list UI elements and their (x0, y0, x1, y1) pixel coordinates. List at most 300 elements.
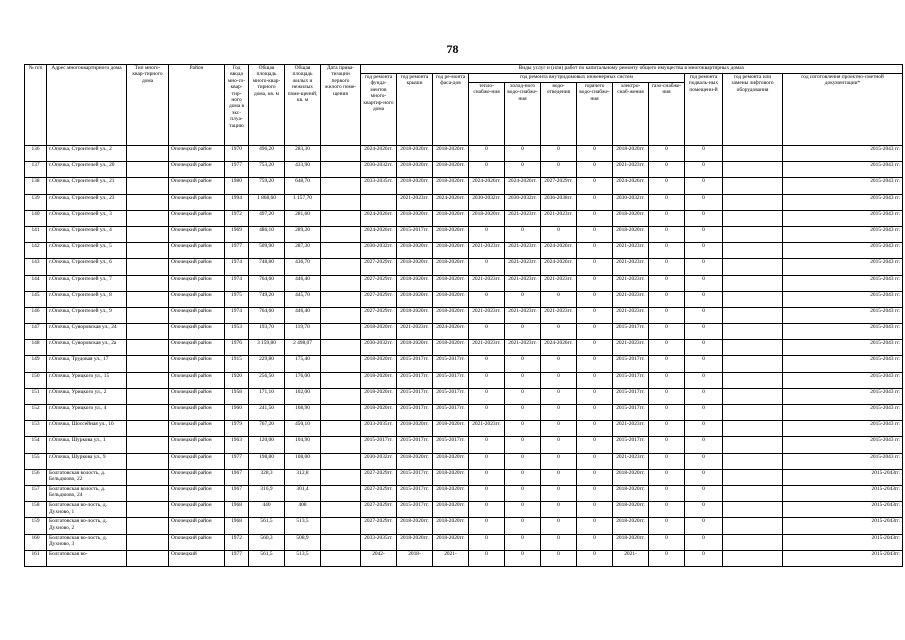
row-electricity: 2018-2020гг. (613, 518, 649, 534)
row-facade: 2015-2017гг. (433, 372, 469, 388)
header-type: Тип много-квар-тирного дома (127, 65, 169, 146)
row-year: 1979 (225, 421, 249, 437)
row-address: г.Опочка, Строителей ул., 21 (47, 178, 127, 194)
row-facade: 2018-2020гг. (433, 453, 469, 469)
row-roof: 2015-2017гг. (397, 356, 433, 372)
row-hot-water: 0 (577, 243, 613, 259)
row-drainage: 0 (541, 485, 577, 501)
row-heat: 0 (469, 162, 505, 178)
row-elevator (723, 550, 783, 566)
row-type (127, 307, 169, 323)
row-total-area: 764,60 (249, 307, 285, 323)
row-foundation: 2030-2032гг. (361, 453, 397, 469)
row-electricity: 2021-2023гг. (613, 340, 649, 356)
row-basement: 0 (685, 324, 723, 340)
row-drainage: 0 (541, 453, 577, 469)
row-basement: 0 (685, 210, 723, 226)
row-basement: 0 (685, 405, 723, 421)
row-roof: 2015-2017гг. (397, 485, 433, 501)
row-type (127, 372, 169, 388)
row-elevator (723, 502, 783, 518)
row-roof: 2015-2017гг. (397, 388, 433, 404)
row-total-area: 748,80 (249, 259, 285, 275)
row-year: 1968 (225, 502, 249, 518)
row-foundation: 2030-2032гг. (361, 243, 397, 259)
row-roof: 2018-2020гг. (397, 307, 433, 323)
row-living-area: 436,70 (285, 259, 321, 275)
table-row (25, 340, 903, 356)
row-gas: 0 (649, 324, 685, 340)
row-type (127, 550, 169, 566)
row-total-area: 3 159,80 (249, 340, 285, 356)
row-hot-water: 0 (577, 550, 613, 566)
row-drainage: 0 (541, 356, 577, 372)
row-drainage: 2021-2023гг. (541, 210, 577, 226)
row-heat: 0 (469, 291, 505, 307)
row-basement: 0 (685, 259, 723, 275)
row-project-docs: 2015-2043гг. (783, 485, 903, 501)
row-total-area: 496,20 (249, 146, 285, 162)
row-hot-water: 0 (577, 421, 613, 437)
row-district: Опочецкий район (169, 194, 225, 210)
row-privatization (321, 162, 361, 178)
row-hot-water: 0 (577, 146, 613, 162)
row-living-area: 175,40 (285, 356, 321, 372)
row-drainage: 2036-2038гг. (541, 194, 577, 210)
row-heat: 0 (469, 453, 505, 469)
row-address: Болгатовская во-лость, д. Духново, 3 (47, 534, 127, 550)
row-gas: 0 (649, 243, 685, 259)
row-cold-water: 0 (505, 421, 541, 437)
row-heat: 2021-2023гг. (469, 340, 505, 356)
row-foundation: 2018-2020гг. (361, 324, 397, 340)
header-internal-group: год ремонта внутридомовых инженерных систем (469, 74, 685, 83)
row-cold-water: 0 (505, 502, 541, 518)
row-hot-water: 0 (577, 291, 613, 307)
table-row (25, 259, 903, 275)
row-electricity: 2018-2020гг. (613, 502, 649, 518)
row-hot-water: 0 (577, 275, 613, 291)
row-year: 1994 (225, 194, 249, 210)
row-drainage: 0 (541, 437, 577, 453)
row-total-area: 256,50 (249, 372, 285, 388)
row-year: 1977 (225, 162, 249, 178)
header-elevator: год ремонта или замены лифтового оборудования (723, 74, 783, 146)
row-gas: 0 (649, 518, 685, 534)
table-row (25, 469, 903, 485)
row-roof: 2021-2023гг. (397, 194, 433, 210)
table-row (25, 453, 903, 469)
row-cold-water: 0 (505, 226, 541, 242)
row-foundation: 2015-2017гг. (361, 437, 397, 453)
table-row (25, 388, 903, 404)
row-heat: 0 (469, 550, 505, 566)
row-facade: 2018-2020гг. (433, 259, 469, 275)
row-living-area: 450,10 (285, 421, 321, 437)
row-foundation: 2030-2032гг. (361, 162, 397, 178)
row-drainage: 0 (541, 226, 577, 242)
row-hot-water: 0 (577, 469, 613, 485)
row-facade: 2018-2020гг. (433, 421, 469, 437)
row-facade: 2018-2020гг. (433, 340, 469, 356)
row-hot-water: 0 (577, 405, 613, 421)
table-row (25, 437, 903, 453)
row-district: Опочецкий район (169, 421, 225, 437)
header-electricity: электро-снаб-жения (613, 83, 649, 146)
row-year: 1977 (225, 550, 249, 566)
row-year: 1977 (225, 243, 249, 259)
row-heat: 0 (469, 485, 505, 501)
row-project-docs: 2015-2043 гг. (783, 226, 903, 242)
row-total-area: 497,20 (249, 210, 285, 226)
row-total-area: 193,70 (249, 324, 285, 340)
row-district: Опочецкий район (169, 372, 225, 388)
row-living-area: 1 157,70 (285, 194, 321, 210)
row-roof: 2018-2020гг. (397, 534, 433, 550)
row-district: Опочецкий район (169, 324, 225, 340)
row-cold-water: 0 (505, 291, 541, 307)
row-foundation: 2027-2029гг. (361, 275, 397, 291)
row-project-docs: 2015-2043 гг. (783, 437, 903, 453)
row-foundation: 2027-2029гг. (361, 291, 397, 307)
row-num: 142 (25, 243, 47, 259)
row-elevator (723, 453, 783, 469)
row-district: Опочецкий район (169, 534, 225, 550)
row-foundation: 2042- (361, 550, 397, 566)
row-project-docs: 2015-2043 гг. (783, 243, 903, 259)
row-type (127, 437, 169, 453)
row-project-docs: 2015-2043 гг. (783, 340, 903, 356)
row-elevator (723, 178, 783, 194)
row-elevator (723, 469, 783, 485)
row-living-area: 2 498,07 (285, 340, 321, 356)
row-gas: 0 (649, 194, 685, 210)
row-drainage: 0 (541, 534, 577, 550)
row-hot-water: 0 (577, 259, 613, 275)
row-address: г.Опочка, Суворовская ул., 2а (47, 340, 127, 356)
row-privatization (321, 485, 361, 501)
row-project-docs: 2015-2043 гг. (783, 356, 903, 372)
row-num: 148 (25, 340, 47, 356)
row-electricity: 2015-2017гг. (613, 405, 649, 421)
row-foundation: 2024-2026гг. (361, 146, 397, 162)
row-type (127, 356, 169, 372)
row-drainage: 0 (541, 518, 577, 534)
row-project-docs: 2015-2043 гг. (783, 324, 903, 340)
row-electricity: 2024-2026гг. (613, 178, 649, 194)
row-basement: 0 (685, 194, 723, 210)
row-address: г.Опочка, Строителей ул., 23 (47, 194, 127, 210)
row-num: 154 (25, 437, 47, 453)
row-electricity: 2015-2017гг. (613, 388, 649, 404)
row-cold-water: 2030-2032гг. (505, 194, 541, 210)
row-facade: 2018-2020гг. (433, 469, 469, 485)
row-district: Опочецкий район (169, 259, 225, 275)
row-elevator (723, 307, 783, 323)
row-project-docs: 2015-2043гг. (783, 518, 903, 534)
row-gas: 0 (649, 372, 685, 388)
row-total-area: 561,5 (249, 550, 285, 566)
header-year-built: Год ввода мно-го-квар-тир-ного дома в экс-плуа-тацию (225, 65, 249, 146)
header-drainage: водо-отведения (541, 83, 577, 146)
row-roof: 2015-2017гг. (397, 469, 433, 485)
row-basement: 0 (685, 162, 723, 178)
row-heat: 2021-2023гг. (469, 243, 505, 259)
row-cold-water: 0 (505, 356, 541, 372)
row-cold-water: 2021-2023гг. (505, 275, 541, 291)
row-year: 1969 (225, 226, 249, 242)
row-type (127, 453, 169, 469)
row-project-docs: 2015-2043 гг. (783, 194, 903, 210)
row-living-area: 408 (285, 502, 321, 518)
row-roof: 2018- (397, 550, 433, 566)
row-roof: 2018-2020гг. (397, 291, 433, 307)
header-works-group: Виды услуг и (или) работ по капитальному ремонту общего имущества в многоквартирных домах (361, 65, 903, 74)
row-num: 147 (25, 324, 47, 340)
row-electricity: 2021-2023гг. (613, 291, 649, 307)
row-electricity: 2021-2023гг. (613, 307, 649, 323)
row-total-area: 120,00 (249, 437, 285, 453)
row-total-area: 171,10 (249, 388, 285, 404)
row-district: Опочецкий район (169, 178, 225, 194)
row-heat: 0 (469, 146, 505, 162)
row-roof: 2018-2020гг. (397, 178, 433, 194)
header-living-area: Общая площадь жилых и нежилых поме-щений, кв. м (285, 65, 321, 146)
row-cold-water: 2021-2023гг. (505, 210, 541, 226)
row-gas: 0 (649, 275, 685, 291)
row-heat: 0 (469, 437, 505, 453)
row-total-area: 198,80 (249, 453, 285, 469)
row-num: 152 (25, 405, 47, 421)
row-living-area: 446,40 (285, 307, 321, 323)
row-district: Опочецкий район (169, 243, 225, 259)
row-roof: 2018-2020гг. (397, 259, 433, 275)
row-heat: 0 (469, 534, 505, 550)
row-privatization (321, 226, 361, 242)
row-basement: 0 (685, 372, 723, 388)
row-address: Болгатовская во- (47, 550, 127, 566)
row-num: 136 (25, 146, 47, 162)
row-type (127, 243, 169, 259)
row-total-area: 229,80 (249, 356, 285, 372)
row-gas: 0 (649, 356, 685, 372)
header-hot-water: горячего водо-снабже-ния (577, 83, 613, 146)
row-privatization (321, 356, 361, 372)
row-foundation: 2024-2026гг. (361, 226, 397, 242)
row-cold-water: 0 (505, 162, 541, 178)
row-total-area: 560,3 (249, 534, 285, 550)
row-electricity: 2018-2020гг. (613, 210, 649, 226)
row-facade: 2018-2020гг. (433, 502, 469, 518)
row-address: Болгатовская волость, д. Бельдюово, 24 (47, 485, 127, 501)
row-basement: 0 (685, 307, 723, 323)
row-total-area: 753,20 (249, 162, 285, 178)
row-project-docs: 2015-2043гг. (783, 550, 903, 566)
row-gas: 0 (649, 502, 685, 518)
row-electricity: 2015-2017гг. (613, 324, 649, 340)
table-row (25, 502, 903, 518)
row-gas: 0 (649, 307, 685, 323)
row-facade: 2018-2020гг. (433, 210, 469, 226)
row-living-area: 446,40 (285, 275, 321, 291)
row-gas: 0 (649, 421, 685, 437)
row-num: 146 (25, 307, 47, 323)
row-hot-water: 0 (577, 340, 613, 356)
row-facade: 2018-2020гг. (433, 162, 469, 178)
header-heat: тепло-снабже-ния (469, 83, 505, 146)
row-electricity: 2018-2020гг. (613, 146, 649, 162)
row-basement: 0 (685, 146, 723, 162)
row-district: Опочецкий район (169, 307, 225, 323)
row-heat: 0 (469, 388, 505, 404)
row-roof: 2018-2020гг. (397, 518, 433, 534)
row-num: 159 (25, 518, 47, 534)
row-cold-water: 0 (505, 469, 541, 485)
row-foundation: 2033-2035гг. (361, 178, 397, 194)
row-address: Болгатовская во-лость, д. Духново, 1 (47, 502, 127, 518)
row-facade: 2024-2026гг. (433, 324, 469, 340)
row-cold-water: 0 (505, 146, 541, 162)
row-num: 153 (25, 421, 47, 437)
row-basement: 0 (685, 469, 723, 485)
row-type (127, 405, 169, 421)
row-project-docs: 2015-2043 гг. (783, 405, 903, 421)
row-year: 1958 (225, 388, 249, 404)
row-project-docs: 2015-2043гг. (783, 534, 903, 550)
row-total-area: 316,9 (249, 485, 285, 501)
row-num: 158 (25, 502, 47, 518)
row-elevator (723, 518, 783, 534)
row-cold-water: 0 (505, 518, 541, 534)
row-drainage: 0 (541, 146, 577, 162)
row-address: г.Опочка, Урицкого ул., 4 (47, 405, 127, 421)
row-gas: 0 (649, 259, 685, 275)
row-type (127, 275, 169, 291)
row-type (127, 162, 169, 178)
table-row (25, 421, 903, 437)
row-living-area: 648,70 (285, 178, 321, 194)
row-living-area: 445,70 (285, 291, 321, 307)
row-address: г.Опочка, Строителей ул., 7 (47, 275, 127, 291)
row-basement: 0 (685, 518, 723, 534)
row-privatization (321, 421, 361, 437)
row-project-docs: 2015-2043 гг. (783, 421, 903, 437)
row-privatization (321, 178, 361, 194)
row-privatization (321, 275, 361, 291)
row-foundation: 2027-2029гг. (361, 485, 397, 501)
row-project-docs: 2015-2043 гг. (783, 162, 903, 178)
row-district: Опочецкий район (169, 388, 225, 404)
table-row (25, 178, 903, 194)
row-electricity: 2021-2023гг. (613, 453, 649, 469)
row-electricity: 2021-2023гг. (613, 421, 649, 437)
row-roof: 2015-2017гг. (397, 437, 433, 453)
row-district: Опочецкий район (169, 356, 225, 372)
row-drainage: 2024-2026гг. (541, 259, 577, 275)
row-project-docs: 2015-2043 гг. (783, 275, 903, 291)
row-address: г.Опочка, Шуркова ул., 9 (47, 453, 127, 469)
row-roof: 2021-2023гг. (397, 324, 433, 340)
row-hot-water: 0 (577, 502, 613, 518)
row-total-area: 509,90 (249, 243, 285, 259)
row-gas: 0 (649, 485, 685, 501)
row-foundation: 2027-2029гг. (361, 469, 397, 485)
row-address: г.Опочка, Трудовая ул., 17 (47, 356, 127, 372)
row-privatization (321, 437, 361, 453)
table-row (25, 275, 903, 291)
row-hot-water: 0 (577, 194, 613, 210)
row-roof: 2018-2020гг. (397, 146, 433, 162)
row-electricity: 2021-2023гг. (613, 259, 649, 275)
row-hot-water: 0 (577, 307, 613, 323)
row-total-area: 767,20 (249, 421, 285, 437)
row-foundation: 2027-2029гг. (361, 518, 397, 534)
row-project-docs: 2015-2043 гг. (783, 210, 903, 226)
row-living-area: 301,4 (285, 485, 321, 501)
row-elevator (723, 162, 783, 178)
row-total-area: 241,50 (249, 405, 285, 421)
table-row (25, 243, 903, 259)
row-drainage: 0 (541, 550, 577, 566)
row-drainage: 0 (541, 405, 577, 421)
row-hot-water: 0 (577, 372, 613, 388)
row-electricity: 2015-2017гг. (613, 356, 649, 372)
row-address: г.Опочка, Строителей ул., 8 (47, 291, 127, 307)
row-heat: 0 (469, 469, 505, 485)
row-project-docs: 2015-2043 гг. (783, 259, 903, 275)
row-address: г.Опочка, Строителей ул., 4 (47, 226, 127, 242)
row-hot-water: 0 (577, 210, 613, 226)
row-heat: 0 (469, 518, 505, 534)
row-basement: 0 (685, 291, 723, 307)
row-cold-water: 0 (505, 550, 541, 566)
row-total-area: 561,5 (249, 518, 285, 534)
row-privatization (321, 307, 361, 323)
row-foundation: 2033-2035гг. (361, 534, 397, 550)
row-district: Опочецкий район (169, 210, 225, 226)
header-privatization-date: Дата прива-тизации первого жилого поме-щения (321, 65, 361, 146)
row-living-area: 281,60 (285, 210, 321, 226)
row-privatization (321, 518, 361, 534)
row-elevator (723, 388, 783, 404)
row-type (127, 324, 169, 340)
row-type (127, 388, 169, 404)
table-row (25, 291, 903, 307)
row-facade: 2018-2020гг. (433, 534, 469, 550)
row-district: Опочецкий район (169, 291, 225, 307)
row-type (127, 259, 169, 275)
row-year: 1968 (225, 518, 249, 534)
row-year: 1974 (225, 259, 249, 275)
row-cold-water: 0 (505, 324, 541, 340)
row-elevator (723, 421, 783, 437)
row-roof: 2018-2020гг. (397, 340, 433, 356)
row-heat: 0 (469, 405, 505, 421)
row-facade: 2015-2017гг. (433, 437, 469, 453)
row-gas: 0 (649, 405, 685, 421)
row-num: 140 (25, 210, 47, 226)
table-row (25, 372, 903, 388)
row-project-docs: 2015-2043 гг. (783, 146, 903, 162)
row-drainage: 0 (541, 324, 577, 340)
row-address: г.Опочка, Урицкого ул., 15 (47, 372, 127, 388)
row-type (127, 178, 169, 194)
row-year: 1915 (225, 356, 249, 372)
row-district: Опочецкий район (169, 437, 225, 453)
row-cold-water: 0 (505, 372, 541, 388)
row-living-area: 287,30 (285, 243, 321, 259)
header-basement: год ремонта подваль-ных помещени-й (685, 74, 723, 146)
